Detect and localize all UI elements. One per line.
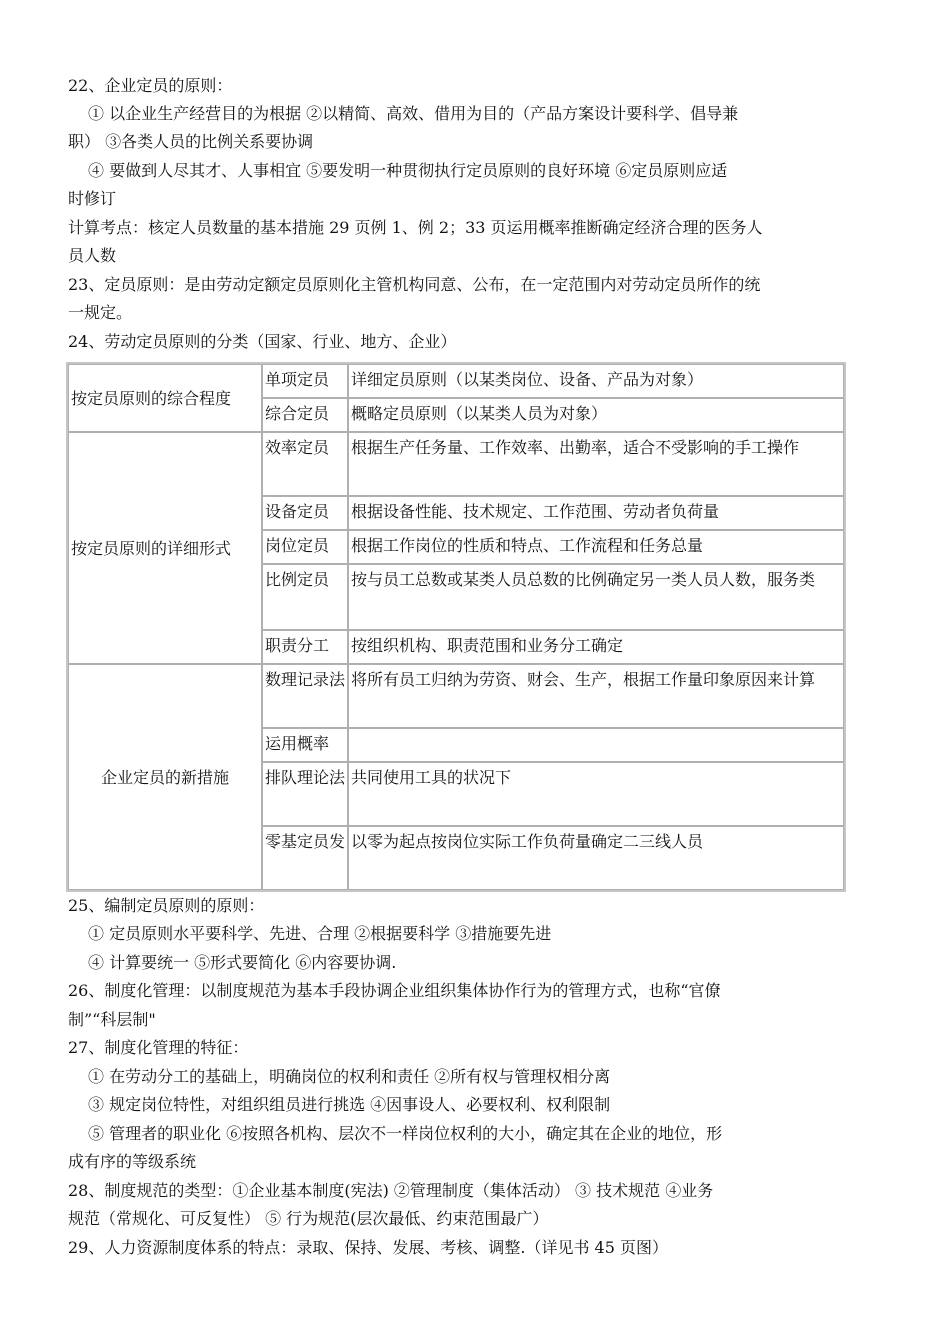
text-line: 24、劳动定员原则的分类（国家、行业、地方、企业） [68, 332, 457, 351]
table-type-cell: 效率定员 [262, 432, 348, 496]
text-line: 29、人力资源制度体系的特点：录取、保持、发展、考核、调整.（详见书 45 页图） [68, 1238, 668, 1257]
text-line: 员人数 [68, 246, 117, 265]
table-desc-cell [348, 728, 844, 762]
table-type-cell: 数理记录法 [262, 664, 348, 728]
table-type-cell: 运用概率 [262, 728, 348, 762]
table-desc-cell: 以零为起点按岗位实际工作负荷量确定二三线人员 [348, 826, 844, 890]
table-desc-cell: 概略定员原则（以某类人员为对象） [348, 398, 844, 432]
table-desc-cell: 根据设备性能、技术规定、工作范围、劳动者负荷量 [348, 496, 844, 530]
text-line: 计算考点：核定人员数量的基本措施 29 页例 1、例 2；33 页运用概率推断确定经济合理的医务人 [68, 218, 763, 237]
text-line: 27、制度化管理的特征： [68, 1038, 249, 1057]
table-type-cell: 零基定员发 [262, 826, 348, 890]
text-line: ① 在劳动分工的基础上，明确岗位的权利和责任 ②所有权与管理权相分离 [88, 1067, 611, 1086]
text-line: 22、企业定员的原则： [68, 76, 233, 95]
text-line: ④ 要做到人尽其才、人事相宜 ⑤要发明一种贯彻执行定员原则的良好环境 ⑥定员原则应适 [88, 161, 728, 180]
table-desc-cell: 根据生产任务量、工作效率、出勤率，适合不受影响的手工操作 [348, 432, 844, 496]
text-line: ③ 规定岗位特性，对组织组员进行挑选 ④因事设人、必要权利、权利限制 [88, 1095, 611, 1114]
text-line: 26、制度化管理：以制度规范为基本手段协调企业组织集体协作行为的管理方式，也称“官僚 [68, 981, 721, 1000]
table-group-label: 按定员原则的综合程度 [68, 364, 262, 432]
text-line: 制”“科层制" [68, 1010, 156, 1029]
table-desc-cell: 共同使用工具的状况下 [348, 762, 844, 826]
text-line: 职） ③各类人员的比例关系要协调 [68, 132, 314, 151]
text-line: 23、定员原则：是由劳动定额定员原则化主管机构同意、公布，在一定范围内对劳动定员所作的统 [68, 275, 761, 294]
table-type-cell: 排队理论法 [262, 762, 348, 826]
text-line: ① 以企业生产经营目的为根据 ②以精简、高效、借用为目的（产品方案设计要科学、倡导兼 [88, 104, 739, 123]
text-line: 成有序的等级系统 [68, 1152, 197, 1171]
table-desc-cell: 将所有员工归纳为劳资、财会、生产，根据工作量印象原因来计算 [348, 664, 844, 728]
text-line: 规范（常规化、可反复性） ⑤ 行为规范(层次最低、约束范围最广） [68, 1209, 549, 1228]
table-type-cell: 职责分工 [262, 630, 348, 664]
text-line: 一规定。 [68, 303, 133, 322]
table-type-cell: 岗位定员 [262, 530, 348, 564]
table-type-cell: 比例定员 [262, 564, 348, 630]
table-type-cell: 单项定员 [262, 364, 348, 398]
text-line: ① 定员原则水平要科学、先进、合理 ②根据要科学 ③措施要先进 [88, 924, 552, 943]
table-group-label: 企业定员的新措施 [68, 664, 262, 890]
table-type-cell: 设备定员 [262, 496, 348, 530]
text-line: 时修订 [68, 189, 117, 208]
text-line: ⑤ 管理者的职业化 ⑥按照各机构、层次不一样岗位权利的大小，确定其在企业的地位，形 [88, 1124, 723, 1143]
table-desc-cell: 按与员工总数或某类人员总数的比例确定另一类人员人数，服务类 [348, 564, 844, 630]
text-line: 25、编制定员原则的原则： [68, 896, 265, 915]
table-group-label: 按定员原则的详细形式 [68, 432, 262, 664]
staffing-standards-table [66, 362, 846, 892]
table-desc-cell: 按组织机构、职责范围和业务分工确定 [348, 630, 844, 664]
text-line: ④ 计算要统一 ⑤形式要简化 ⑥内容要协调. [88, 953, 397, 972]
table-type-cell: 综合定员 [262, 398, 348, 432]
table-desc-cell: 根据工作岗位的性质和特点、工作流程和任务总量 [348, 530, 844, 564]
table-desc-cell: 详细定员原则（以某类岗位、设备、产品为对象） [348, 364, 844, 398]
text-line: 28、制度规范的类型：①企业基本制度(宪法) ②管理制度（集体活动） ③ 技术规范 ④业务 [68, 1181, 714, 1200]
